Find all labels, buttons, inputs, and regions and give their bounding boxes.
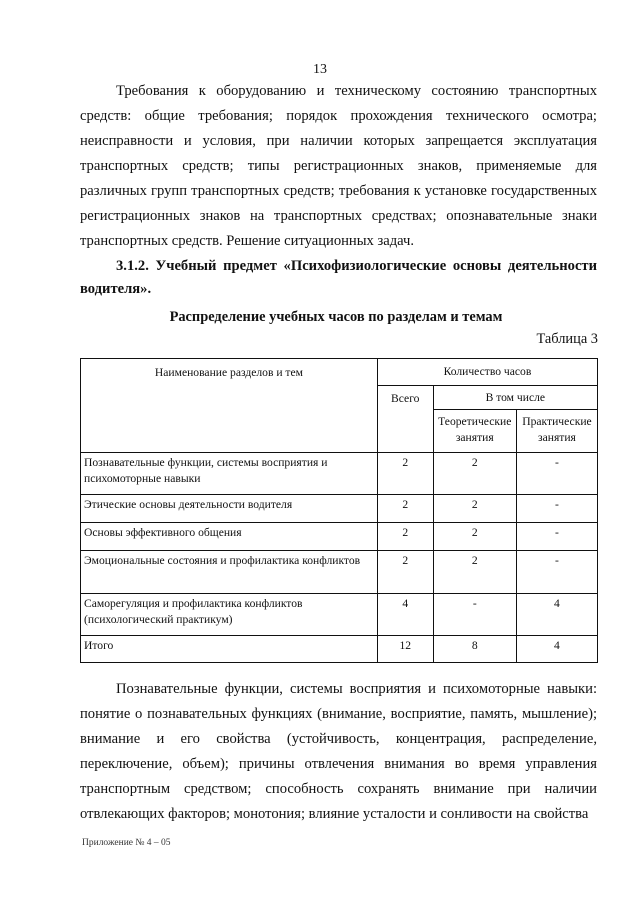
row-practice: 4 bbox=[516, 636, 597, 663]
hours-table bbox=[80, 358, 598, 663]
row-total: 2 bbox=[377, 495, 433, 523]
row-name: Познавательные функции, системы восприятия и психомоторные навыки bbox=[81, 453, 378, 495]
row-name: Эмоциональные состояния и профилактика конфликтов bbox=[81, 551, 378, 594]
row-practice: - bbox=[516, 551, 597, 594]
row-theory: 2 bbox=[433, 495, 516, 523]
row-practice: - bbox=[516, 453, 597, 495]
footer-note: Приложение № 4 – 05 bbox=[82, 838, 171, 848]
paragraph-vehicle-requirements: Требования к оборудованию и техническому состоянию транспортных средств: общие требования; порядок прохождения технического осмотра; неисправности и условия, при наличии которых запрещается эксплуатация транспортных средств; типы регистрационных знаков, применяемые для различных групп транспортных средств; требования к установке государственных регистрационных знаков на транспортных средствах; опознавательные знаки транспортных средств. Решение ситуационных задач. bbox=[80, 83, 597, 249]
row-name: Основы эффективного общения bbox=[81, 523, 378, 551]
table-title: Распределение учебных часов по разделам и темам bbox=[169, 309, 503, 325]
row-theory: 2 bbox=[433, 551, 516, 594]
row-theory: 2 bbox=[433, 453, 516, 495]
header-practice: Практические занятия bbox=[516, 410, 597, 453]
row-total: 12 bbox=[377, 636, 433, 663]
row-total: 2 bbox=[377, 453, 433, 495]
row-name: Этические основы деятельности водителя bbox=[81, 495, 378, 523]
row-theory: 8 bbox=[433, 636, 516, 663]
table-row bbox=[81, 551, 598, 594]
table-row bbox=[81, 594, 598, 636]
table-row bbox=[81, 495, 598, 523]
section-heading: 3.1.2. Учебный предмет «Психофизиологические основы деятельности водителя». bbox=[80, 258, 597, 297]
paragraph-cognitive-functions: Познавательные функции, системы восприятия и психомоторные навыки: понятие о познавательных функциях (внимание, восприятие, память, мышление); внимание и его свойства (устойчивость, концентрация, распределение, переключение, объем); причины отвлечения внимания во время управления транспортным средством; способность сохранять внимание при наличии отвлекающих факторов; монотония; влияние усталости и сонливости на свойства bbox=[80, 681, 597, 822]
row-name: Итого bbox=[81, 636, 378, 663]
header-total: Всего bbox=[377, 386, 433, 453]
row-name: Саморегуляция и профилактика конфликтов (психологический практикум) bbox=[81, 594, 378, 636]
header-hours: Количество часов bbox=[377, 359, 597, 386]
table-row bbox=[81, 523, 598, 551]
row-theory: - bbox=[433, 594, 516, 636]
header-name: Наименование разделов и тем bbox=[81, 359, 378, 453]
row-total: 2 bbox=[377, 551, 433, 594]
table-row-total bbox=[81, 636, 598, 663]
row-practice: - bbox=[516, 495, 597, 523]
header-including: В том числе bbox=[433, 386, 597, 410]
row-total: 2 bbox=[377, 523, 433, 551]
row-theory: 2 bbox=[433, 523, 516, 551]
row-practice: 4 bbox=[516, 594, 597, 636]
table-row bbox=[81, 453, 598, 495]
header-theory: Теоретические занятия bbox=[433, 410, 516, 453]
table-label: Таблица 3 bbox=[536, 331, 598, 347]
page-number: 13 bbox=[313, 62, 327, 77]
row-total: 4 bbox=[377, 594, 433, 636]
row-practice: - bbox=[516, 523, 597, 551]
